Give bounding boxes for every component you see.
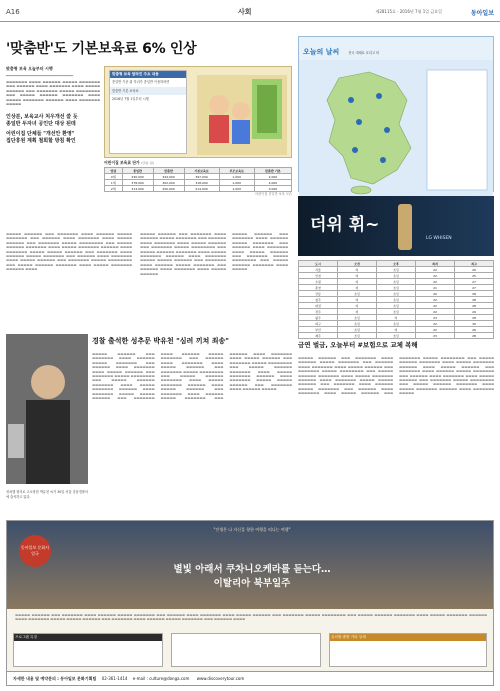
ad-main-text: 더위 휘~ [310,215,380,235]
table-header: 맞춤반 기본 [254,168,291,174]
subhead-block [6,114,100,144]
left-column [6,66,100,144]
table-cell: 1세 [105,180,123,186]
table-cell: 214,000 [184,186,219,192]
city-cell: 대전 [299,303,338,309]
ad-tagline: "인생은 나 자신을 향한 여행을 떠나는 여행" [213,527,291,532]
city-cell: 28 [455,297,494,303]
ad-program-box [13,633,163,667]
table-row [105,186,292,192]
table-cell: 0세 [105,174,123,180]
city-cell: 광주 [299,315,338,321]
section-title: 사회 [238,8,252,16]
infographic-item-3: 2016년 7월 1일부터 시행 [112,97,149,102]
city-cell: 26 [455,267,494,273]
body-text-col1: ▬▬▬▬▬ ▬▬▬▬▬▬ ▬▬▬ ▬▬▬▬▬▬▬ ▬▬▬▬ ▬▬▬▬▬▬ ▬▬▬▬▬ ▬▬▬▬▬▬▬ ▬▬▬ ▬▬▬▬▬▬ ▬▬▬▬ ▬▬▬▬▬▬▬ ▬▬▬▬ ▬▬▬▬▬ ▬▬▬▬▬▬ ▬▬▬ ▬▬▬▬▬▬▬ ▬▬▬▬▬ ▬▬▬▬▬▬▬▬ ▬▬▬ ▬▬▬▬▬ ▬▬▬▬▬▬ ▬▬▬▬▬▬▬ ▬▬▬▬ ▬▬▬▬▬ ▬▬▬▬▬▬▬ ▬▬▬▬▬▬ ▬▬▬▬ ▬▬▬▬▬▬▬ ▬▬▬▬▬ ▬▬▬▬▬ ▬▬▬▬▬▬ ▬▬▬ ▬▬▬▬▬▬▬ ▬▬▬▬ ▬▬▬▬▬▬ ▬▬▬▬▬ ▬▬▬▬▬▬▬ ▬▬▬ ▬▬▬▬▬▬ ▬▬▬▬ ▬▬▬▬▬▬▬ ▬▬▬▬ ▬▬▬▬▬ ▬▬▬▬▬▬ ▬▬▬ ▬▬▬▬▬▬▬ ▬▬▬▬▬ ▬▬▬▬▬▬▬▬ ▬▬▬ ▬▬▬▬▬ ▬▬▬▬▬▬ ▬▬▬▬▬▬▬ ▬▬▬▬ ▬▬▬▬▬ ▬▬▬▬▬▬▬ ▬▬▬▬▬▬ ▬▬▬▬ [6,232,132,272]
ad-organizer-badge: 동아일보 문화사업국 [19,535,51,567]
city-cell: 22 [416,267,455,273]
city-cell: 비 [338,297,377,303]
city-cell: 수원 [299,279,338,285]
city-cell: 비 [338,273,377,279]
city-cell: 강릉 [299,291,338,297]
city-cell: 흐림 [377,333,416,339]
city-cell: 20 [416,291,455,297]
city-cell: 흐림 [338,321,377,327]
table-header: 종일반 [122,168,153,174]
weather-city-list [298,260,494,339]
table-cell: 378,000 [122,180,153,186]
page-number: A16 [6,8,20,16]
subhead-1: 인상분, 보육교사 처우개선 쓸 듯 [6,114,78,121]
story3-body: ▬▬▬▬▬ ▬▬▬▬▬▬ ▬▬▬ ▬▬▬▬▬▬▬ ▬▬▬▬ ▬▬▬▬▬▬ ▬▬▬▬▬ ▬▬▬▬▬▬▬ ▬▬▬ ▬▬▬▬▬▬ ▬▬▬▬ ▬▬▬▬▬▬▬ ▬▬▬▬ ▬▬▬▬▬ ▬▬▬▬▬▬ ▬▬▬ ▬▬▬▬▬▬▬ ▬▬▬▬▬ ▬▬▬▬▬▬▬▬ ▬▬▬ ▬▬▬▬▬ ▬▬▬▬▬▬ ▬▬▬▬▬▬▬ ▬▬▬▬ ▬▬▬▬▬ ▬▬▬▬▬▬▬ ▬▬▬▬▬▬ ▬▬▬▬ ▬▬▬▬▬▬▬ ▬▬▬▬▬ ▬▬▬▬▬ ▬▬▬▬▬▬ ▬▬▬ ▬▬▬▬▬▬▬ ▬▬▬▬ ▬▬▬▬▬▬ ▬▬▬▬▬ ▬▬▬▬▬▬▬ ▬▬▬ ▬▬▬▬▬▬ ▬▬▬▬ ▬▬▬▬▬▬▬ ▬▬▬▬ ▬▬▬▬▬ ▬▬▬▬▬▬ ▬▬▬ ▬▬▬▬▬▬▬ ▬▬▬▬▬ ▬▬▬▬▬▬▬▬ ▬▬▬ ▬▬▬▬▬ ▬▬▬▬▬▬ ▬▬▬▬▬▬▬ ▬▬▬▬ ▬▬▬▬▬ ▬▬▬▬▬▬▬ ▬▬▬▬▬▬ ▬▬▬▬ ▬▬▬▬▬ ▬▬▬▬▬▬ ▬▬▬ ▬▬▬▬▬▬▬ ▬▬▬▬ ▬▬▬▬▬▬ ▬▬▬▬▬ ▬▬▬▬▬▬▬ ▬▬▬ ▬▬▬▬▬▬ ▬▬▬▬ ▬▬▬▬▬▬▬ ▬▬▬▬ ▬▬▬▬▬ ▬▬▬▬▬▬ ▬▬▬ ▬▬▬▬▬▬▬ ▬▬▬▬▬ ▬▬▬▬▬▬▬▬ ▬▬▬ ▬▬▬▬▬ ▬▬▬▬▬▬ ▬▬▬▬▬▬▬ ▬▬▬▬ ▬▬▬▬▬ ▬▬▬▬▬▬▬ ▬▬▬▬▬▬ ▬▬▬▬ ▬▬▬▬▬▬▬ ▬▬▬▬▬ [298,356,494,396]
city-cell: 23 [416,315,455,321]
ad-schedule-box [171,633,321,667]
infographic-box [109,70,187,154]
city-cell: 흐림 [338,291,377,297]
main-byline: 맞춤형 보육 오늘부터 시행 [6,66,53,71]
table-header: 맞춤반 [153,168,184,174]
story2-body: ▬▬▬▬▬ ▬▬▬▬▬▬ ▬▬▬ ▬▬▬▬▬▬▬ ▬▬▬▬ ▬▬▬▬▬▬ ▬▬▬▬▬ ▬▬▬▬▬▬▬ ▬▬▬ ▬▬▬▬▬▬ ▬▬▬▬ ▬▬▬▬▬▬▬ ▬▬▬▬ ▬▬▬▬▬ ▬▬▬▬▬▬ ▬▬▬ ▬▬▬▬▬▬▬ ▬▬▬▬▬ ▬▬▬▬▬▬▬▬ ▬▬▬ ▬▬▬▬▬ ▬▬▬▬▬▬ ▬▬▬▬▬▬▬ ▬▬▬▬ ▬▬▬▬▬ ▬▬▬▬▬▬▬ ▬▬▬▬▬▬ ▬▬▬▬ ▬▬▬▬▬▬▬ ▬▬▬▬▬ ▬▬▬▬▬ ▬▬▬▬▬▬ ▬▬▬ ▬▬▬▬▬▬▬ ▬▬▬▬ ▬▬▬▬▬▬ ▬▬▬▬▬ ▬▬▬▬▬▬▬ ▬▬▬ ▬▬▬▬▬▬ ▬▬▬▬ ▬▬▬▬▬▬▬ ▬▬▬▬ ▬▬▬▬▬ ▬▬▬▬▬▬ ▬▬▬ ▬▬▬▬▬▬▬ ▬▬▬▬▬ ▬▬▬▬▬▬▬▬ ▬▬▬ ▬▬▬▬▬ ▬▬▬▬▬▬ ▬▬▬▬▬▬▬ ▬▬▬▬ ▬▬▬▬▬ ▬▬▬▬▬▬▬ ▬▬▬▬▬▬ ▬▬▬▬ ▬▬▬▬▬ ▬▬▬▬▬▬ ▬▬▬ ▬▬▬▬▬▬▬ ▬▬▬▬ ▬▬▬▬▬▬ ▬▬▬▬▬ ▬▬▬▬▬▬▬ ▬▬▬ ▬▬▬▬▬▬ ▬▬▬▬ ▬▬▬▬▬▬▬ ▬▬▬▬ ▬▬▬▬▬ ▬▬▬▬▬▬ ▬▬▬ ▬▬▬▬▬▬▬ ▬▬▬▬▬ ▬▬▬▬▬▬▬▬ ▬▬▬ ▬▬▬▬▬ ▬▬▬▬▬▬ ▬▬▬▬▬▬▬ ▬▬▬▬ ▬▬▬▬▬ ▬▬▬▬▬▬▬ ▬▬▬▬▬▬ ▬▬▬▬ ▬▬▬▬▬▬▬ ▬▬▬▬▬ ▬▬▬▬▬ ▬▬▬▬▬▬ ▬▬▬ ▬▬▬▬▬▬▬ ▬▬▬▬ ▬▬▬▬▬▬ ▬▬▬▬▬ [92,352,292,401]
table-cell: 344,000 [153,174,184,180]
city-cell: 22 [416,273,455,279]
weather-subtitle: 전국 대체로 흐리고 비 [348,51,380,55]
city-cell: 21 [416,285,455,291]
city-cell: 흐림 [338,327,377,333]
children-photo [197,75,287,155]
city-cell: 비 [338,279,377,285]
city-cell: 흐림 [338,333,377,339]
table-title: 어린이집 보육료 단가 [104,160,140,165]
table-cell: 1,000 [219,180,254,186]
city-cell: 22 [416,297,455,303]
weather-title: 오늘의 날씨 [303,48,340,56]
city-cell: 흐림 [377,267,416,273]
ad-title-line1: 별빛 아래서 쿠차니오케라를 듣는다… [173,564,331,575]
city-cell: 22 [416,327,455,333]
aircon-graphic [398,204,412,250]
weather-panel [298,36,494,192]
city-cell: 비 [377,327,416,333]
subhead-2: 종일반 두자녀 공인단 대상 된데 [6,120,76,127]
city-cell: 27 [455,279,494,285]
weather-map [299,60,493,198]
body-text-col3: ▬▬▬▬▬ ▬▬▬▬▬▬ ▬▬▬ ▬▬▬▬▬▬▬ ▬▬▬▬ ▬▬▬▬▬▬ ▬▬▬▬▬ ▬▬▬▬▬▬▬ ▬▬▬ ▬▬▬▬▬▬ ▬▬▬▬ ▬▬▬▬▬▬▬ ▬▬▬▬ ▬▬▬▬▬ ▬▬▬▬▬▬ ▬▬▬ ▬▬▬▬▬▬▬ ▬▬▬▬▬ ▬▬▬▬▬▬▬▬ ▬▬▬ ▬▬▬▬▬ ▬▬▬▬▬▬ ▬▬▬▬▬▬▬ ▬▬▬▬ ▬▬▬▬▬ [232,232,288,272]
page-header [0,0,500,22]
city-cell: 대구 [299,321,338,327]
table-header: 기본보육료 [184,168,219,174]
city-cell: 흐림 [377,291,416,297]
ad-banner-top[interactable] [298,196,494,256]
story2-photo-block [6,334,88,514]
city-cell: 22 [416,309,455,315]
suspect-photo [6,334,88,484]
table-cell: 4,000 [254,180,291,186]
ad-notice-title: 유의할 출발 기타 상세 [330,634,486,641]
city-cell: 흐림 [377,273,416,279]
city-cell: 흐림 [377,297,416,303]
city-cell: 비 [338,285,377,291]
ad-program-title: 프로그램 특징 [14,634,162,641]
city-col-header: 도시 [299,261,338,267]
ad-hero-image [7,521,493,609]
city-cell: 흐림 [377,279,416,285]
ad-notice-box [329,633,487,667]
table-header: 부모보육료 [219,168,254,174]
city-cell: 22 [416,279,455,285]
infographic-item-2: 맞춤반 기본 보육료 [110,87,186,96]
table-unit: (단위: 원) [140,161,154,165]
city-cell: 서울 [299,267,338,273]
table-cell: 1,000 [219,174,254,180]
photo-caption: 어린이집 종일반 보육 모습 [255,192,292,196]
table-cell: 313,000 [122,186,153,192]
city-cell: 22 [416,303,455,309]
city-cell: 흐림 [377,303,416,309]
city-cell: 흐림 [377,285,416,291]
infographic-panel [104,66,292,158]
city-cell: 비 [377,315,416,321]
city-cell: 25 [455,273,494,279]
city-row [299,333,494,339]
table-cell: 430,000 [122,174,153,180]
ad-title-line2: 이탈리아 북부일주 [213,578,291,589]
city-cell: 춘천 [299,285,338,291]
issue-date: 제28115호 · 2016년 7월 1일 금요일 [375,9,442,14]
table-cell: 397,000 [184,174,219,180]
ad-contact-bar [7,671,493,685]
city-cell: 흐림 [338,315,377,321]
city-cell: 흐림 [377,309,416,315]
city-cell: 22 [416,321,455,327]
city-cell: 23 [416,333,455,339]
city-col-header: 오전 [338,261,377,267]
table-header: 연령 [105,168,123,174]
bottom-advertisement[interactable] [6,520,494,686]
city-cell: 30 [455,321,494,327]
city-cell: 28 [455,315,494,321]
city-cell: 제주 [299,333,338,339]
table-cell: 318,000 [184,180,219,186]
city-cell: 27 [455,285,494,291]
city-cell: 흐림 [377,321,416,327]
body-text-a: ━━━━━━━━━━━━━━━━━━━━━━━━━━━━━━━━━━━ ▬▬▬▬▬▬▬ ▬▬▬▬ ▬▬▬▬▬▬ ▬▬▬▬▬ ▬▬▬▬▬▬▬ ▬▬▬ ▬▬▬▬▬▬ ▬▬▬▬ ▬▬▬▬▬▬▬ ▬▬▬▬ ▬▬▬▬▬ ▬▬▬▬▬▬ ▬▬▬ ▬▬▬▬▬▬▬ ▬▬▬▬▬ ▬▬▬▬▬▬▬▬ ▬▬▬ ▬▬▬▬▬ ▬▬▬▬▬▬ ▬▬▬▬▬▬▬ ▬▬▬▬ ▬▬▬▬▬ ▬▬▬▬▬▬▬ ▬▬▬▬▬▬ ▬▬▬▬ ▬▬▬▬▬▬▬ ▬▬▬▬▬ [6,74,100,106]
table-cell: 3,000 [254,186,291,192]
city-cell: 28 [455,303,494,309]
table-cell: 2세 [105,186,123,192]
story2-caption: 성폭행 혐의로 고소당한 박유천 씨가 30일 서울 강남경찰서에 출석하고 있다. [6,490,88,499]
ad-email[interactable]: e-mail : culture@donga.com [132,676,190,681]
table-cell: 2,000 [254,174,291,180]
city-cell: 인천 [299,273,338,279]
subhead-3: 어린이집 단체들 "개선안 환영" [6,131,75,138]
ad-brand: LG WHISEN [426,236,452,241]
fee-table-block [104,160,292,197]
city-col-header: 오후 [377,261,416,267]
fee-table [104,167,292,192]
city-cell: 26 [455,327,494,333]
ad-phone[interactable]: 02-361-1414 [101,676,128,681]
city-cell: 28 [455,333,494,339]
story2-headline: 경찰 출석한 성추문 박유천 "심려 끼쳐 죄송" [92,337,229,345]
city-col-header: 최고 [455,261,494,267]
city-col-header: 최저 [416,261,455,267]
city-cell: 청주 [299,297,338,303]
city-cell: 부산 [299,327,338,333]
city-cell: 비 [338,303,377,309]
main-headline: '맞춤반'도 기본보육료 6% 인상 [6,41,197,57]
table-cell: 1,000 [219,186,254,192]
infographic-item-1: 종일반 기준 위 자녀가 종일반 이용하려면 [112,80,170,84]
city-cell: 29 [455,309,494,315]
subhead-4: 집단휴원 계획 철회할 방침 확인 [6,137,76,144]
table-cell: 302,000 [153,180,184,186]
table-cell: 250,000 [153,186,184,192]
newspaper-logo: 동아일보 [470,10,494,17]
body-text-col2: ▬▬▬▬▬ ▬▬▬▬▬▬ ▬▬▬ ▬▬▬▬▬▬▬ ▬▬▬▬ ▬▬▬▬▬▬ ▬▬▬▬▬ ▬▬▬▬▬▬▬ ▬▬▬ ▬▬▬▬▬▬ ▬▬▬▬ ▬▬▬▬▬▬▬ ▬▬▬▬ ▬▬▬▬▬ ▬▬▬▬▬▬ ▬▬▬ ▬▬▬▬▬▬▬ ▬▬▬▬▬ ▬▬▬▬▬▬▬▬ ▬▬▬ ▬▬▬▬▬ ▬▬▬▬▬▬ ▬▬▬▬▬▬▬ ▬▬▬▬ ▬▬▬▬▬ ▬▬▬▬▬▬▬ ▬▬▬▬▬▬ ▬▬▬▬ ▬▬▬▬▬▬▬ ▬▬▬▬▬ ▬▬▬▬▬ ▬▬▬▬▬▬ ▬▬▬ ▬▬▬▬▬▬▬ ▬▬▬▬ ▬▬▬▬▬▬ ▬▬▬▬▬ ▬▬▬▬▬▬▬ ▬▬▬ ▬▬▬▬▬▬ ▬▬▬▬ ▬▬▬▬▬▬▬ ▬▬▬▬ ▬▬▬▬▬ ▬▬▬▬▬▬ [140,232,226,276]
city-cell: 28 [455,291,494,297]
story3-headline: 금연 벌금, 오늘부터 #보험으로 교체 복해 [298,341,418,349]
city-cell: 전주 [299,309,338,315]
infographic-title: 맞춤형 보육 달라진 주요 내용 [110,71,186,78]
ad-contact-label: 자세한 내용 및 예약문의 : 동아일보 문화기획팀 [13,676,97,681]
city-cell: 비 [338,309,377,315]
city-cell: 비 [338,267,377,273]
ad-description: ▬▬▬▬▬ ▬▬▬▬▬▬ ▬▬▬ ▬▬▬▬▬▬▬ ▬▬▬▬ ▬▬▬▬▬▬ ▬▬▬▬▬ ▬▬▬▬▬▬▬ ▬▬▬ ▬▬▬▬▬▬ ▬▬▬▬ ▬▬▬▬▬▬▬ ▬▬▬▬ ▬▬▬▬▬ ▬▬▬▬▬▬ ▬▬▬ ▬▬▬▬▬▬▬ ▬▬▬▬▬ ▬▬▬▬▬▬▬▬ ▬▬▬ ▬▬▬▬▬ ▬▬▬▬▬▬ ▬▬▬▬▬▬▬ ▬▬▬▬ ▬▬▬▬▬ ▬▬▬▬▬▬▬ ▬▬▬▬▬▬ ▬▬▬▬ ▬▬▬▬▬▬▬ ▬▬▬▬▬ ▬▬▬▬▬ ▬▬▬▬▬▬ ▬▬▬ ▬▬▬▬▬▬▬ ▬▬▬▬ ▬▬▬▬▬▬ ▬▬▬▬▬ ▬▬▬▬▬▬▬ ▬▬▬ ▬▬▬▬▬▬ ▬▬▬▬ [15,613,487,622]
ad-website[interactable]: www.discoverytour.com [196,676,245,681]
